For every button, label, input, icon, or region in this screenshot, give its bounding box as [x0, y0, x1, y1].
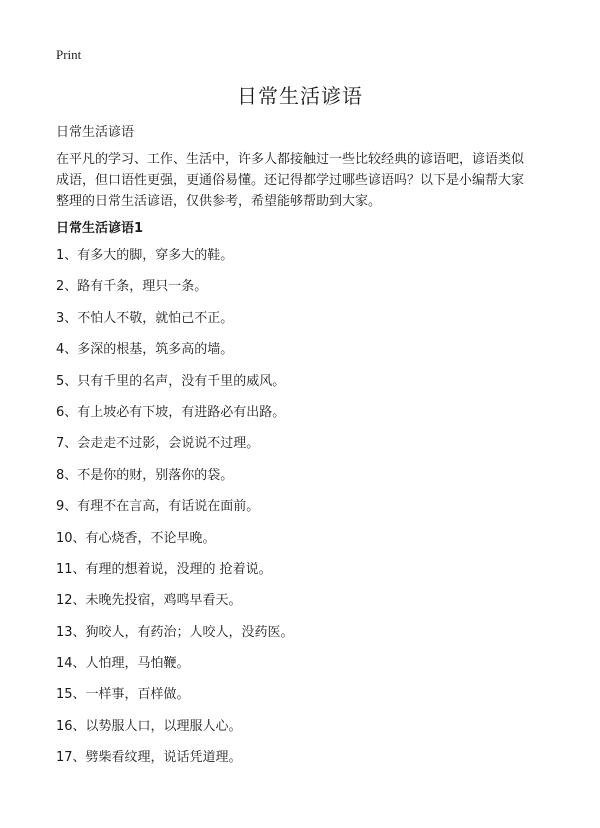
- saying-item: 3、不怕人不敬，就怕己不正。: [56, 310, 234, 326]
- document-subtitle: 日常生活谚语: [56, 125, 135, 140]
- saying-item: 17、劈柴看纹理，说话凭道理。: [56, 750, 242, 766]
- intro-paragraph: [56, 149, 556, 212]
- saying-item: 14、人怕理，马怕鞭。: [56, 656, 190, 672]
- intro-line: 整理的日常生活谚语，仅供参考，希望能够帮助到大家。: [56, 194, 382, 209]
- intro-line: 在平凡的学习、工作、生活中，许多人都接触过一些比较经典的谚语吧，谚语类似: [56, 152, 525, 167]
- saying-item: 6、有上坡必有下坡，有进路必有出路。: [56, 404, 286, 420]
- saying-item: 13、狗咬人，有药治；人咬人，没药医。: [56, 624, 294, 640]
- section-heading: 日常生活谚语1: [56, 221, 144, 236]
- saying-item: 10、有心烧香，不论早晚。: [56, 530, 216, 546]
- saying-item: 2、路有千条，理只一条。: [56, 279, 208, 295]
- print-link[interactable]: Print: [56, 47, 82, 62]
- sayings-list: [56, 246, 294, 780]
- saying-item: 7、会走走不过影，会说说不过理。: [56, 436, 260, 452]
- saying-item: 1、有多大的脚，穿多大的鞋。: [56, 248, 234, 263]
- saying-item: 16、以势服人口，以理服人心。: [56, 718, 242, 734]
- saying-item: 5、只有千里的名声，没有千里的威风。: [56, 373, 286, 389]
- saying-item: 9、有理不在言高，有话说在面前。: [56, 499, 260, 515]
- intro-line: 成语，但口语性更强，更通俗易懂。还记得都学过哪些谚语吗？以下是小编帮大家: [56, 173, 525, 188]
- saying-item: 8、不是你的财，别落你的袋。: [56, 467, 234, 483]
- saying-item: 12、未晚先投宿，鸡鸣早看天。: [56, 593, 242, 609]
- saying-item: 15、一样事，百样做。: [56, 687, 190, 703]
- saying-item: 4、多深的根基，筑多高的墙。: [56, 342, 234, 358]
- page-title: 日常生活谚语: [237, 84, 363, 108]
- saying-item: 11、有理的想着说，没理的 抢着说。: [56, 561, 272, 577]
